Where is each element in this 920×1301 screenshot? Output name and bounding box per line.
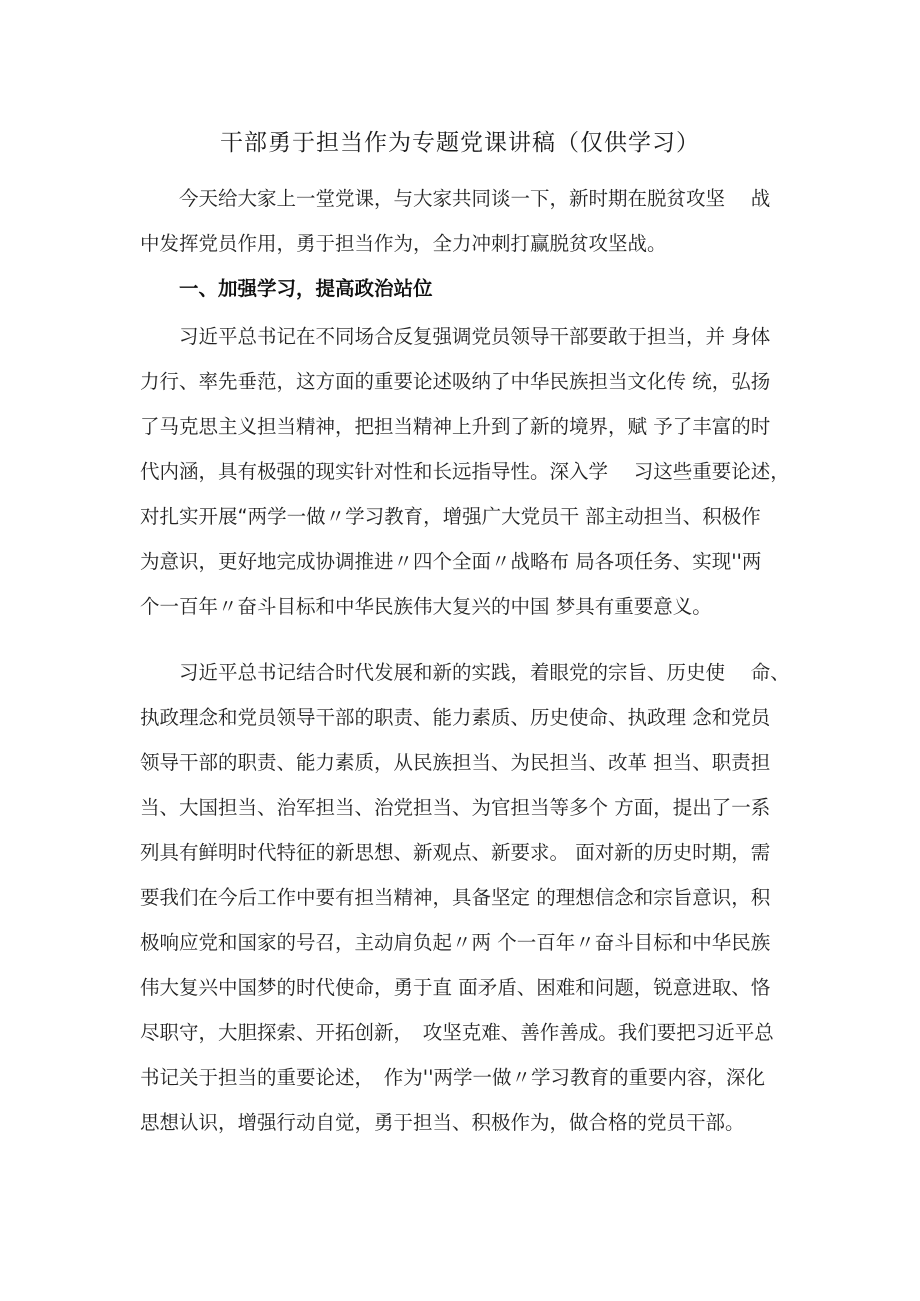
document-title: 干部勇于担当作为专题党课讲稿（仅供学习） bbox=[220, 130, 700, 156]
section-heading: 一、加强学习，提高政治站位 bbox=[179, 277, 433, 300]
paragraph-line: 力行、率先垂范，这方面的重要论述吸纳了中华民族担当文化传 统，弘扬 bbox=[140, 370, 771, 393]
paragraph-line: 要我们在今后工作中要有担当精神，具备坚定 的理想信念和宗旨意识，积 bbox=[140, 886, 771, 909]
paragraph-line: 尽职守，大胆探索、开拓创新， 攻坚克难、善作善成。我们要把习近平总 bbox=[140, 1021, 774, 1044]
paragraph-line: 习近平总书记结合时代发展和新的实践，着眼党的宗旨、历史使 命、 bbox=[179, 661, 790, 684]
paragraph-line: 为意识，更好地完成协调推进〃四个全面〃战略布 局各项任务、实现''两 bbox=[140, 550, 762, 573]
paragraph-line: 对扎实开展“两学一做〃学习教育，增强广大党员干 部主动担当、积极作 bbox=[140, 505, 761, 528]
paragraph-line: 代内涵，具有极强的现实针对性和长远指导性。深入学 习这些重要论述， bbox=[140, 460, 790, 483]
paragraph-line: 列具有鲜明时代特征的新思想、新观点、新要求。 面对新的历史时期，需 bbox=[140, 841, 771, 864]
paragraph-1 bbox=[140, 314, 800, 629]
paragraph-line: 个一百年〃奋斗目标和中华民族伟大复兴的中国 梦具有重要意义。 bbox=[140, 595, 712, 618]
paragraph-line: 伟大复兴中国梦的时代使命，勇于直 面矛盾、困难和问题，锐意进取、恪 bbox=[140, 976, 771, 999]
paragraph-line: 书记关于担当的重要论述， 作为''两学一做〃学习教育的重要内容，深化 bbox=[140, 1066, 765, 1089]
intro-paragraph bbox=[140, 176, 800, 266]
paragraph-line: 领导干部的职责、能力素质，从民族担当、为民担当、改革 担当、职责担 bbox=[140, 751, 771, 774]
paragraph-line: 极响应党和国家的号召，主动肩负起〃两 个一百年〃奋斗目标和中华民族 bbox=[140, 931, 771, 954]
paragraph-line: 习近平总书记在不同场合反复强调党员领导干部要敢于担当，并 身体 bbox=[179, 325, 771, 348]
paragraph-line: 执政理念和党员领导干部的职责、能力素质、历史使命、执政理 念和党员 bbox=[140, 706, 771, 729]
paragraph-2 bbox=[140, 650, 800, 1145]
paragraph-line: 思想认识，增强行动自觉，勇于担当、积极作为，做合格的党员干部。 bbox=[140, 1111, 745, 1134]
paragraph-line: 了马克思主义担当精神，把担当精神上升到了新的境界，赋 予了丰富的时 bbox=[140, 415, 771, 438]
intro-line: 中发挥党员作用，勇于担当作为，全力冲刺打赢脱贫攻坚战。 bbox=[140, 232, 667, 255]
intro-line: 今天给大家上一堂党课，与大家共同谈一下，新时期在脱贫攻坚 战 bbox=[179, 187, 771, 210]
paragraph-line: 当、大国担当、治军担当、治党担当、为官担当等多个 方面，提出了一系 bbox=[140, 796, 771, 819]
